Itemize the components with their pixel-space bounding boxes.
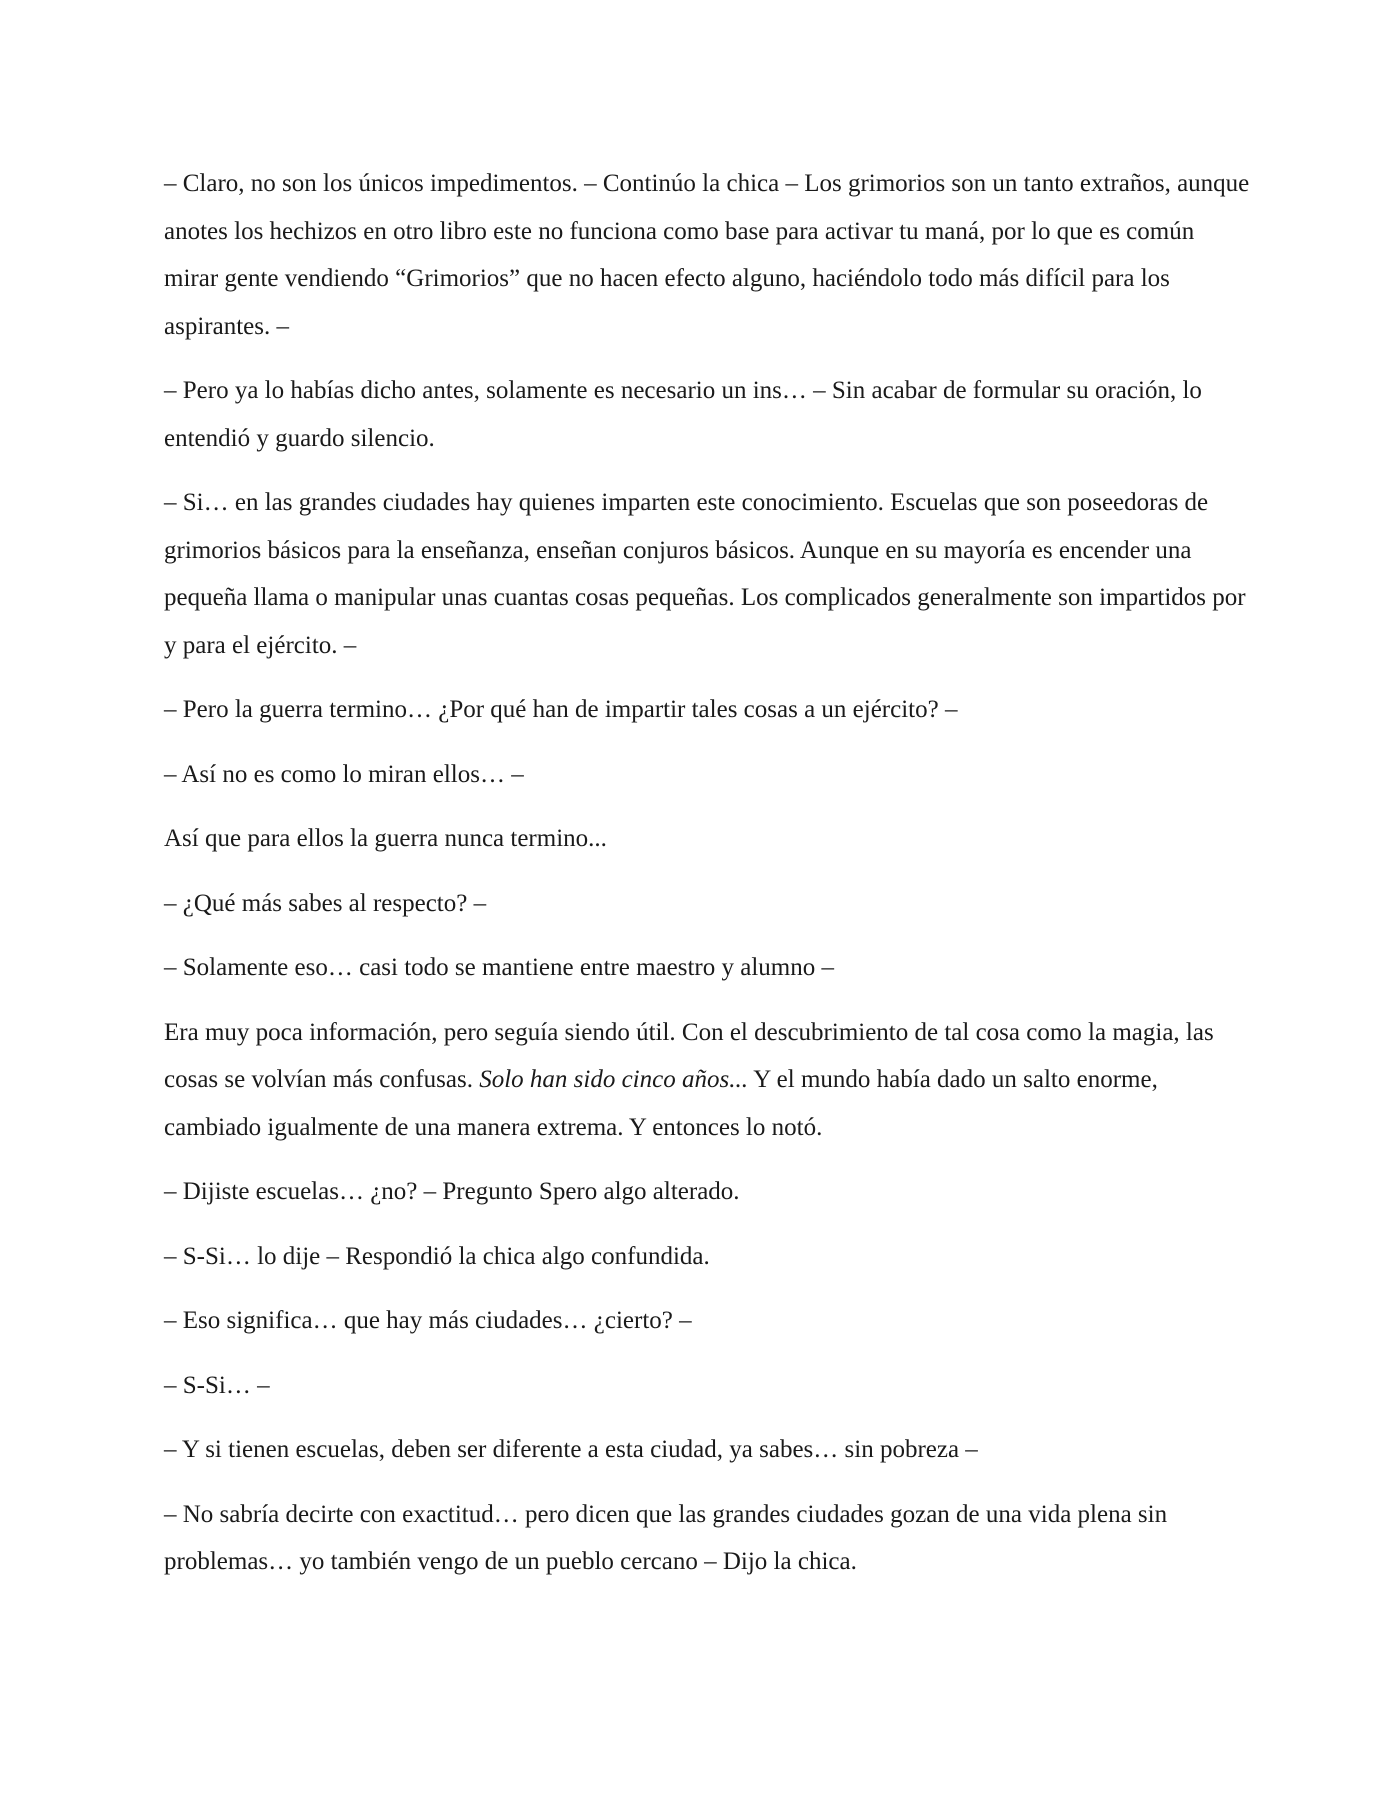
paragraph-14: – Y si tienen escuelas, deben ser diferente a esta ciudad, ya sabes… sin pobreza – (164, 1436, 978, 1463)
paragraph-9-before: Era muy poca información, pero seguía siendo útil. Con el descubrimiento de tal cosa como la magia, las cosas se volvían más confusas. (164, 1018, 1214, 1093)
paragraph-8: – Solamente eso… casi todo se mantiene entre maestro y alumno – (164, 954, 834, 981)
paragraph-10: – Dijiste escuelas… ¿no? – Pregunto Spero algo alterado. (164, 1178, 740, 1205)
paragraph-9-italic: Solo han sido cinco años... (479, 1066, 748, 1093)
paragraph-4: – Pero la guerra termino… ¿Por qué han de impartir tales cosas a un ejército? – (164, 696, 958, 723)
paragraph-13: – S-Si… – (164, 1371, 270, 1399)
paragraph-6: Así que para ellos la guerra nunca termino... (164, 825, 607, 852)
paragraph-7: – ¿Qué más sabes al respecto? – (164, 889, 487, 917)
paragraph-11: – S-Si… lo dije – Respondió la chica algo confundida. (164, 1242, 710, 1270)
paragraph-9-after: Y el mundo había dado un salto enorme, cambiado igualmente de una manera extrema. Y entonces lo notó. (164, 1066, 1158, 1141)
paragraph-15: – No sabría decirte con exactitud… pero dicen que las grandes ciudades gozan de una vida plena sin problemas… yo también vengo de un pueblo cercano – Dijo la chica. (164, 1500, 1168, 1575)
paragraph-5: – Así no es como lo miran ellos… – (164, 760, 524, 788)
paragraph-12: – Eso significa… que hay más ciudades… ¿cierto? – (164, 1307, 692, 1334)
paragraph-2: – Pero ya lo habías dicho antes, solamente es necesario un ins… – Sin acabar de formular su oración, lo entendió y guardo silencio. (164, 377, 1202, 452)
paragraph-9 (164, 1009, 1254, 1152)
paragraph-1: – Claro, no son los únicos impedimentos. – Continúo la chica – Los grimorios son un tanto extraños, aunque anotes los hechizos en otro libro este no funciona como base para activar tu maná, por lo que es común mirar gente vendiendo “Grimorios” que no hacen efecto alguno, haciéndolo todo más difícil para los aspirantes. – (164, 170, 1250, 340)
paragraph-3: – Si… en las grandes ciudades hay quienes imparten este conocimiento. Escuelas que son poseedoras de grimorios básicos para la enseñanza, enseñan conjuros básicos. Aunque en su mayoría es encender una pequeña llama o manipular unas cuantas cosas pequeñas. Los complicados generalmente son impartidos por y para el ejército. – (164, 489, 1246, 659)
document-body (164, 160, 1254, 1603)
